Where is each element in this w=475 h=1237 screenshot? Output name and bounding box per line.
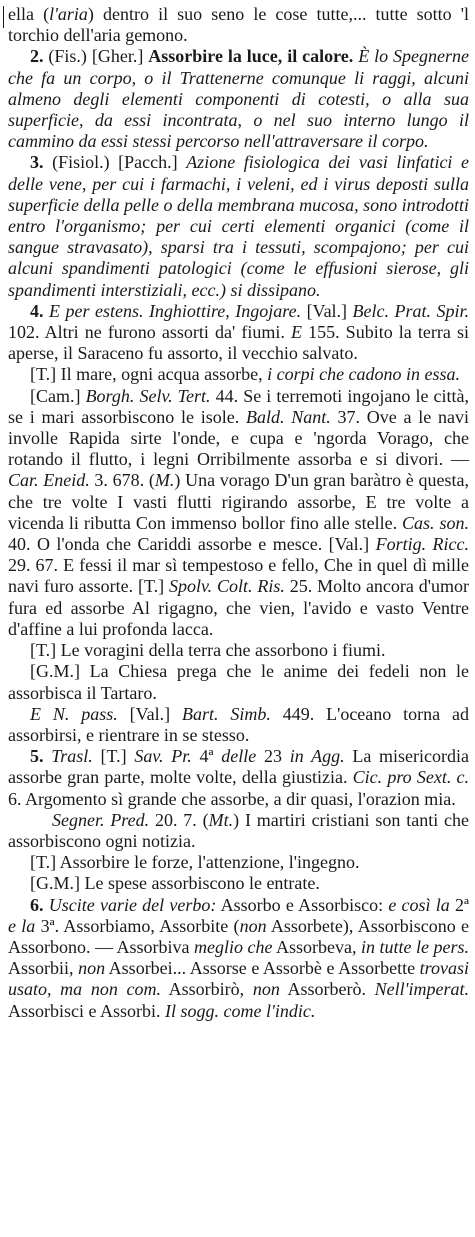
text-run: Assorberò. bbox=[279, 979, 375, 1000]
entry-paragraph-p5 bbox=[8, 386, 469, 640]
italic-run: Spolv. Colt. Ris. bbox=[169, 576, 285, 597]
italic-run: Sav. Pr. bbox=[134, 746, 192, 767]
italic-run: delle bbox=[221, 746, 257, 767]
entry-paragraph-p3 bbox=[8, 301, 469, 365]
text-run: 449. L'oceano torna ad assorbirsi, e rientrare in se stesso. bbox=[8, 703, 469, 745]
entry-paragraph-p0 bbox=[8, 4, 469, 46]
bold-run: 6. bbox=[30, 894, 44, 915]
text-run: ) dentro il suo seno le cose tutte,... tutte sotto 'l torchio dell'aria gemono. bbox=[8, 4, 469, 46]
text-run: Assorbo e Assorbisco: bbox=[216, 894, 389, 915]
italic-run: Nell'imperat. bbox=[374, 979, 469, 1000]
italic-run: Fortig. Ricc. bbox=[375, 534, 469, 555]
italic-run: Borgh. Selv. Tert. bbox=[85, 385, 211, 406]
italic-run: in tutte le pers. bbox=[361, 936, 469, 957]
entry-paragraph-p1 bbox=[8, 46, 469, 152]
bold-run: Assorbire la luce, il calore. bbox=[148, 46, 354, 67]
text-run: 40. O l'onda che Cariddi assorbe e mesce. [Val.] bbox=[8, 534, 376, 555]
text-run: 3ª. Assorbiamo, Assorbite ( bbox=[35, 915, 240, 936]
entry-paragraph-p2 bbox=[8, 152, 469, 300]
italic-run: Bart. Simb. bbox=[181, 703, 271, 724]
text-run: (Fisiol.) [Pacch.] bbox=[43, 152, 187, 173]
entry-paragraph-p11 bbox=[8, 852, 469, 873]
text-run: [T.] Le voragini della terra che assorbono i fiumi. bbox=[30, 640, 386, 661]
italic-run: i corpi che cadono in essa. bbox=[267, 364, 461, 385]
bold-run: 5. bbox=[30, 746, 44, 767]
entry-paragraph-p4 bbox=[8, 364, 469, 385]
bold-run: 3. bbox=[30, 152, 44, 173]
text-run: [T.] bbox=[92, 746, 135, 767]
italic-run: Segner. Pred. bbox=[52, 809, 150, 830]
entry-paragraph-p12 bbox=[8, 873, 469, 894]
italic-run: trovasi usato, ma non com. bbox=[8, 958, 469, 1000]
entry-paragraph-p9 bbox=[8, 746, 469, 810]
italic-run: Cas. son. bbox=[402, 512, 470, 533]
italic-run: Uscite varie del verbo: bbox=[48, 894, 217, 915]
italic-run: Cic. pro Sext. c. bbox=[352, 767, 469, 788]
text-run: [Val.] bbox=[301, 300, 353, 321]
italic-run: non bbox=[239, 915, 267, 936]
text-run: [Val.] bbox=[117, 703, 182, 724]
text-run: ella ( bbox=[8, 4, 50, 24]
italic-run: Car. Eneid. bbox=[8, 470, 90, 491]
entry-paragraph-p8 bbox=[8, 704, 469, 746]
text-run: (Fis.) [Gher.] bbox=[43, 46, 149, 67]
italic-run: Belc. Prat. Spir. bbox=[352, 300, 470, 321]
italic-run: E N. pass. bbox=[30, 703, 118, 724]
italic-run: in Agg. bbox=[289, 746, 345, 767]
text-run: ) I martiri cristiani son tanti che assorbiscono ogni notizia. bbox=[8, 809, 470, 851]
italic-run: Il sogg. come l'indic. bbox=[165, 1000, 316, 1021]
text-run: [T.] Assorbire le forze, l'attenzione, l'ingegno. bbox=[30, 852, 360, 873]
text-run: 102. Altri ne furono assorti da' fiumi. bbox=[8, 322, 291, 343]
text-run: La misericordia assorbe gran parte, molte volte, della giustizia. bbox=[8, 746, 470, 788]
italic-run: E per estens. Inghiottire, Ingojare. bbox=[49, 300, 302, 321]
text-run: 20. 7. ( bbox=[149, 809, 209, 830]
italic-run: È lo Spegnerne che fa un corpo, o il Trattenerne comunque li raggi, alcuni almeno degli elementi componenti di cotesti, o alla sua superficie, da essi incontrata, o nel suo interno lungo il cammino da essi stessi percorso nell'attraversare il corpo. bbox=[8, 46, 470, 152]
italic-run: e la bbox=[8, 915, 36, 936]
text-run: 3. 678. ( bbox=[89, 470, 155, 491]
entry-paragraph-p13 bbox=[8, 895, 469, 1022]
text-run: 4ª bbox=[191, 746, 222, 767]
italic-run: non bbox=[78, 958, 106, 979]
bold-run: 4. bbox=[30, 300, 44, 321]
italic-run: M. bbox=[154, 470, 175, 491]
entry-paragraph-p6 bbox=[8, 640, 469, 661]
italic-run: Bald. Nant. bbox=[245, 406, 331, 427]
text-run: Assorbete), Assorbiscono e Assorbono. — Assorbiva bbox=[8, 915, 469, 957]
margin-rule bbox=[3, 6, 4, 28]
text-run: Assorbirò, bbox=[160, 979, 253, 1000]
italic-run: l'aria bbox=[49, 4, 88, 24]
text-run: Assorbeva, bbox=[272, 936, 361, 957]
text-run: 2ª bbox=[449, 894, 469, 915]
text-run: ) Una vorago D'un gran baràtro è questa, che tre volte I vasti flutti rigirando assorbe, E tre volte a vicenda li ributta Con immenso bollor fino alle stelle. bbox=[8, 470, 469, 533]
text-run: [G.M.] Le spese assorbiscono le entrate. bbox=[30, 873, 320, 894]
text-run: Assorbei... Assorse e Assorbè e Assorbette bbox=[105, 958, 420, 979]
text-run: 155. Subito la terra si aperse, il Saraceno fu assorto, il vecchio salvato. bbox=[8, 322, 469, 364]
text-run: 25. Molto ancora d'umor fura ed assorbe Al rigagno, che vien, l'avido e vasto Ventre d'affine a lui profonda lacca. bbox=[8, 576, 469, 639]
text-run: 37. Ove a le navi involle Rapida sirte l'onde, e cupa e 'ngorda Vorago, che rotando il flutto, i legni Orribilmente assorba e si divori. — bbox=[8, 406, 469, 470]
dictionary-entry-text bbox=[8, 4, 469, 1022]
text-run: [Cam.] bbox=[30, 385, 86, 406]
text-run: 23 bbox=[256, 746, 290, 767]
text-run: [T.] Il mare, ogni acqua assorbe, bbox=[30, 364, 268, 385]
text-run: 44. Se i terremoti ingojano le città, se i mari assorbiscono le isole. bbox=[8, 385, 469, 427]
italic-run: non bbox=[252, 979, 280, 1000]
text-run: [G.M.] La Chiesa prega che le anime dei fedeli non le assorbisca il Tartaro. bbox=[8, 661, 469, 703]
text-run: Assorbii, bbox=[8, 958, 79, 979]
italic-run: Mt. bbox=[208, 809, 234, 830]
entry-paragraph-p10 bbox=[8, 810, 469, 852]
text-run: Assorbisci e Assorbi. bbox=[8, 1000, 165, 1021]
text-run: 29. 67. E fessi il mar sì tempestoso e fello, Che in quel dì mille navi furo assorte. [T.] bbox=[8, 555, 469, 597]
italic-run: E bbox=[290, 322, 302, 343]
italic-run: e così la bbox=[388, 894, 450, 915]
text-run: 6. Argomento sì grande che assorbe, a dir quasi, l'orazion mia. bbox=[8, 788, 456, 809]
bold-run: 2. bbox=[30, 46, 44, 67]
italic-run: Trasl. bbox=[51, 746, 93, 767]
entry-paragraph-p7 bbox=[8, 661, 469, 703]
italic-run: Azione fisiologica dei vasi linfatici e delle vene, per cui i farmachi, i veleni, ed i virus deposti sulla superficie della pelle o della membrana mucosa, sono introdotti entro l'organismo; per cui certi elementi organici (come il sangue stravasato), sparsi tra i tessuti, scompajono; per cui alcuni spandimenti patologici (come le effusioni sierose, gli spandimenti interstiziali, ecc.) si dissipano. bbox=[8, 152, 469, 300]
italic-run: meglio che bbox=[194, 936, 273, 957]
